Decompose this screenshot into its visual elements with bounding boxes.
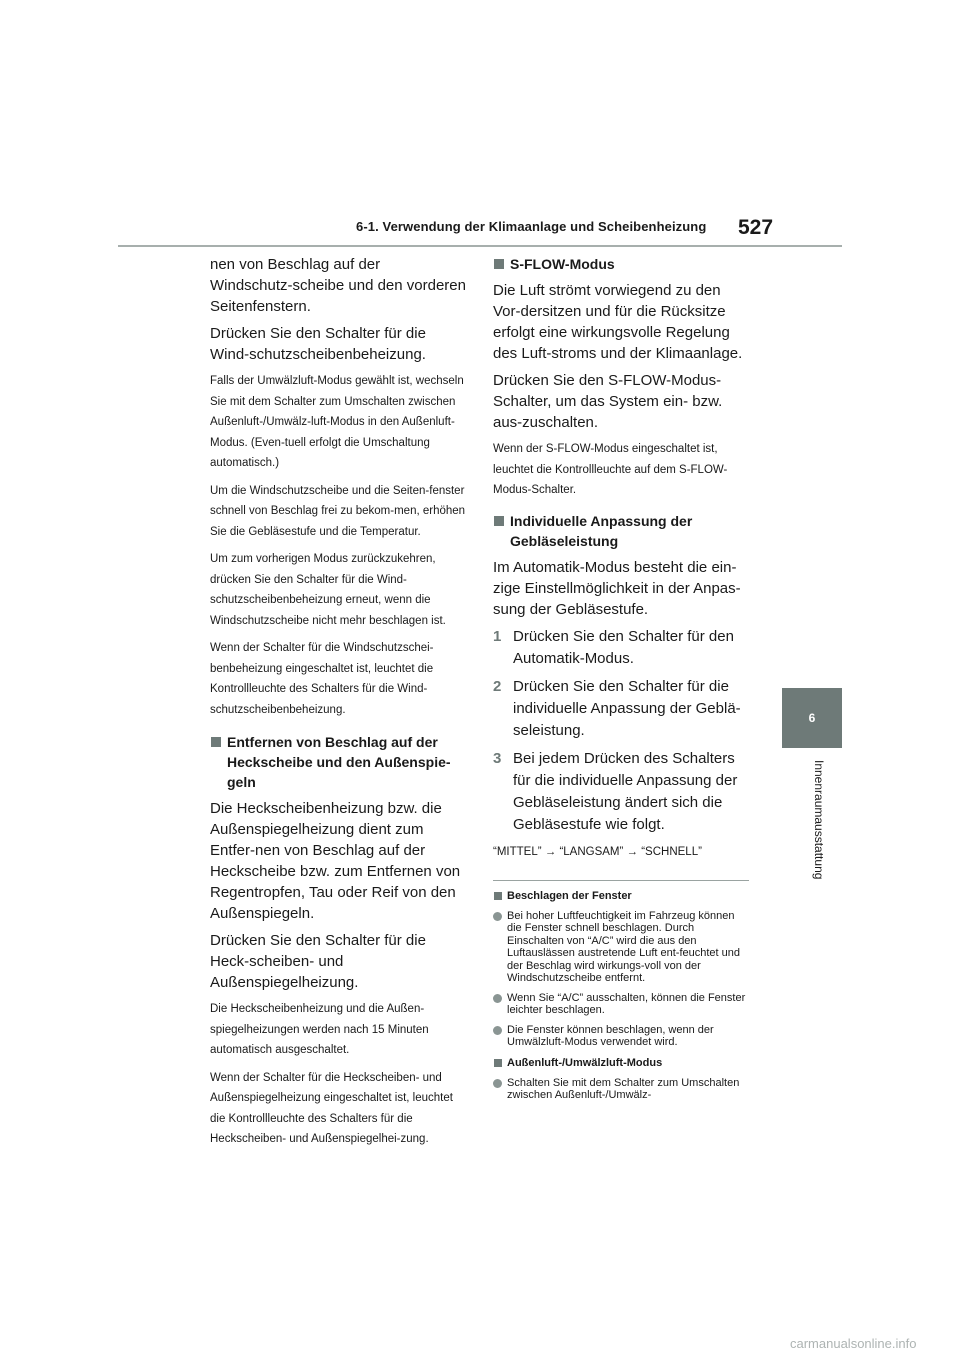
note-paragraph: Um zum vorherigen Modus zurückzukehren, drücken Sie den Schalter für die Wind-schutzscheibenbeheizung erneut, wenn die Windschutzscheibe nicht mehr beschlagen ist. [210, 553, 446, 627]
body-paragraph: Drücken Sie den Schalter für die Heck-scheiben- und Außenspiegelheizung. [210, 932, 426, 991]
note-heading: Beschlagen der Fenster [493, 889, 749, 904]
step-text: Drücken Sie den Schalter für die individuelle Anpassung der Geblä-seleistung. [513, 677, 741, 739]
left-column [210, 254, 466, 1157]
note-bullet: Schalten Sie mit dem Schalter zum Umschalten zwischen Außenluft-/Umwälz- [493, 1077, 749, 1102]
note-paragraph: Wenn der Schalter für die Windschutzschei-benbeheizung eingeschaltet ist, leuchtet die Kontrollleuchte des Schalters für die Wind-schutzscheibenbeheizung. [210, 642, 434, 716]
note-paragraph: Wenn der S-FLOW-Modus eingeschaltet ist, leuchtet die Kontrollleuchte auf dem S-FLOW-Modus-Schalter. [493, 443, 728, 496]
body-paragraph: Drücken Sie den S-FLOW-Modus-Schalter, um das System ein- bzw. aus-zuschalten. [493, 372, 723, 431]
section-heading: Individuelle Anpassung der Gebläseleistung [493, 511, 749, 551]
chapter-tab[interactable]: 6 [782, 688, 842, 748]
section-heading: S-FLOW-Modus [493, 254, 749, 274]
body-paragraph: nen von Beschlag auf der Windschutz-scheibe und den vorderen Seitenfenstern. [210, 256, 466, 315]
step-text: Drücken Sie den Schalter für den Automatik-Modus. [513, 627, 734, 667]
body-paragraph: Im Automatik-Modus besteht die ein-zige Einstellmöglichkeit in der Anpas-sung der Gebläsestufe. [493, 558, 741, 618]
page-number: 527 [738, 216, 774, 239]
section-title: 6-1. Verwendung der Klimaanlage und Scheibenheizung [356, 219, 707, 234]
step-number: 2 [493, 677, 502, 695]
note-bullet: Wenn Sie “A/C” ausschalten, können die Fenster leichter beschlagen. [493, 992, 749, 1017]
fan-speed-sequence: “MITTEL” → “LANGSAM” → “SCHNELL” [493, 845, 702, 858]
note-paragraph: Falls der Umwälzluft-Modus gewählt ist, wechseln Sie mit dem Schalter zum Umschalten zwischen Außenluft-/Umwälz-luft-Modus in den Außenluft-Modus. (Even-tuell erfolgt die Umschaltung automatisch.) [210, 375, 464, 469]
notes-divider [493, 880, 749, 881]
step-number: 3 [493, 749, 502, 767]
body-paragraph: Drücken Sie den Schalter für die Wind-schutzscheibenbeheizung. [210, 325, 426, 363]
chapter-label: Innenraumausstattung [812, 760, 826, 880]
note-paragraph: Um die Windschutzscheibe und die Seiten-fenster schnell von Beschlag frei zu bekom-men, erhöhen Sie die Gebläsestufe und die Temperatur. [210, 484, 466, 538]
note-paragraph: Die Heckscheibenheizung und die Außen-spiegelheizungen werden nach 15 Minuten automatisch ausgeschaltet. [210, 1003, 429, 1056]
header-rule [118, 245, 842, 247]
note-bullet: Bei hoher Luftfeuchtigkeit im Fahrzeug können die Fenster schnell beschlagen. Durch Einschalten von “A/C” wird die aus den Luftauslässen austretende Luft ent-feuchtet und der Beschlag wird wirkungs-voll von der Windschutzscheibe entfernt. [493, 910, 749, 985]
watermark: carmanualsonline.info [790, 1336, 917, 1351]
step-number: 1 [493, 627, 502, 645]
step-item [493, 748, 749, 836]
section-heading: Entfernen von Beschlag auf der Heckscheibe und den Außenspie-geln [210, 732, 466, 792]
step-item [493, 676, 749, 742]
step-item [493, 626, 749, 670]
step-text: Bei jedem Drücken des Schalters für die individuelle Anpassung der Gebläseleistung ändert sich die Gebläsestufe wie folgt. [513, 749, 738, 833]
right-column [493, 254, 749, 1109]
note-heading: Außenluft-/Umwälzluft-Modus [493, 1056, 749, 1071]
note-bullet: Die Fenster können beschlagen, wenn der Umwälzluft-Modus verwendet wird. [493, 1024, 749, 1049]
body-paragraph: Die Heckscheibenheizung bzw. die Außenspiegelheizung dient zum Entfer-nen von Beschlag auf der Heckscheibe bzw. zum Entfernen von Regentropfen, Tau oder Reif von den Außenspiegeln. [210, 800, 461, 922]
body-paragraph: Die Luft strömt vorwiegend zu den Vor-dersitzen und für die Rücksitze erfolgt eine wirkungsvolle Regelung des Luft-stroms und der Klimaanlage. [493, 282, 743, 362]
note-paragraph: Wenn der Schalter für die Heckscheiben- und Außenspiegelheizung eingeschaltet ist, leuchtet die Kontrollleuchte des Schalters für die Heckscheiben- und Außenspiegelhei-zung. [210, 1071, 453, 1145]
